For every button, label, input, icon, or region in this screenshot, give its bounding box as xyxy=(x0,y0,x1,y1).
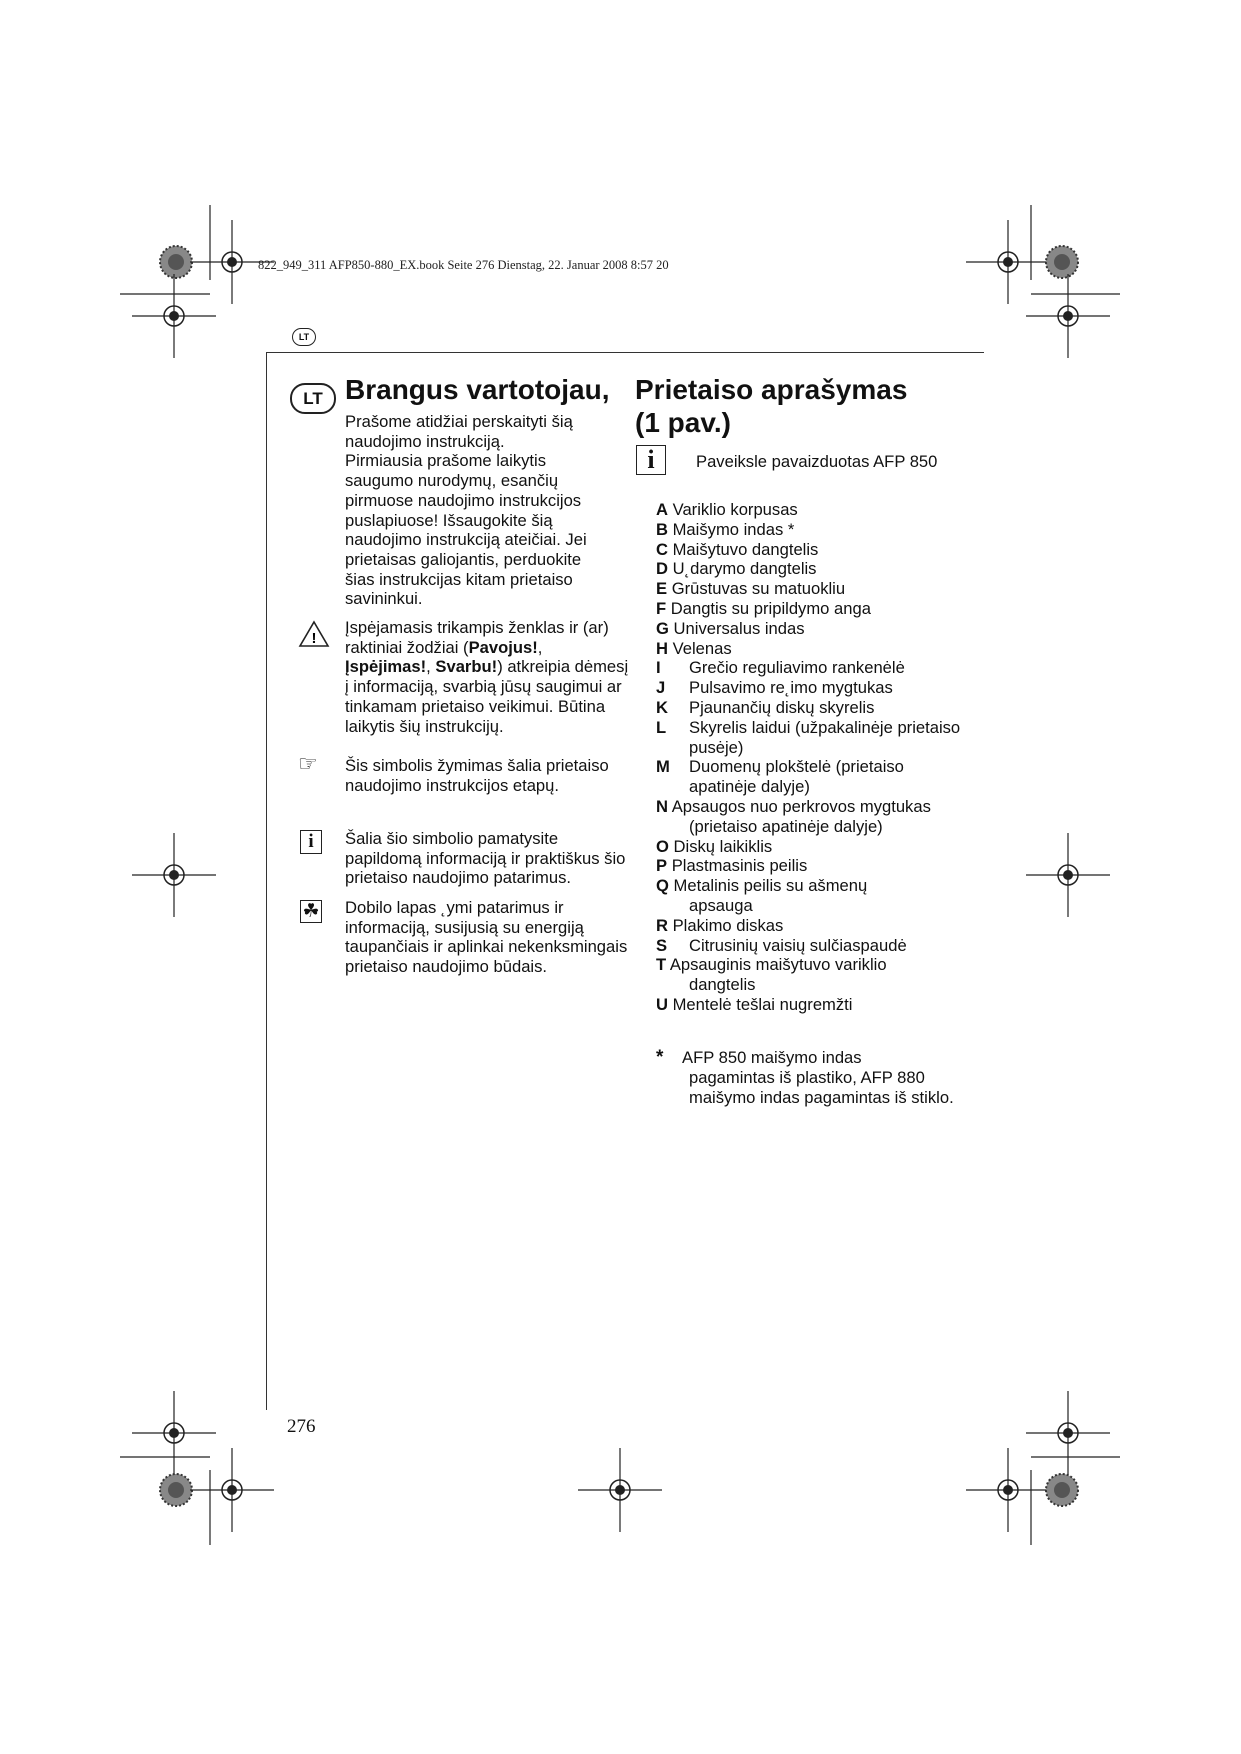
legend-key: U xyxy=(656,994,668,1014)
crosshair-mark xyxy=(966,1448,1050,1532)
legend-text: Dangtis su pripildymo anga xyxy=(670,598,871,618)
legend-text-continued: apsauga xyxy=(689,895,753,915)
info-note-text: Šalia šio simbolio pamatysite papildomą informaciją ir praktiškus šio prietaiso naudojimo patarimus. xyxy=(345,829,626,888)
legend-text: Variklio korpusas xyxy=(672,500,798,519)
legend-item xyxy=(656,579,986,599)
legend-item xyxy=(656,698,889,718)
legend-item xyxy=(656,678,986,698)
legend-key: B xyxy=(656,519,668,539)
step-note-text: Šis simbolis žymimas šalia prietaiso naudojimo instrukcijos etapų. xyxy=(345,756,609,795)
legend-text: U˛darymo dangtelis xyxy=(672,559,817,579)
legend-key: R xyxy=(656,915,668,935)
legend-text: Apsaugos nuo perkrovos mygtukas xyxy=(671,796,931,816)
intro-line: naudojimo instrukciją. xyxy=(345,431,505,451)
warning-text: ) atkreipia dėmesį į informaciją, svarbią jūsų saugimui ar tinkamam prietaiso veikimui. Būtina laikytis šių instrukcijų. xyxy=(345,657,629,736)
pointing-hand-icon: ☞ xyxy=(298,752,318,777)
legend-key: J xyxy=(656,678,666,698)
intro-line: pirmuose naudojimo instrukcijos xyxy=(345,490,582,510)
legend-text: Pjaunančių diskų skyrelis xyxy=(689,697,875,717)
crosshair-mark xyxy=(190,1448,274,1532)
legend-item xyxy=(656,540,986,560)
description-title-line: (1 pav.) xyxy=(635,407,731,438)
rosette-mark-top-left xyxy=(160,246,192,278)
footnote-text: AFP 850 maišymo indas xyxy=(682,1048,862,1067)
info-icon: i xyxy=(636,445,666,475)
print-header: 822_949_311 AFP850-880_EX.book Seite 276 Dienstag, 22. Januar 2008 8:57 20 xyxy=(258,258,669,272)
legend-text: Universalus indas xyxy=(673,618,805,638)
eco-note-text: Dobilo lapas ˛ymi patarimus ir informaciją, susijusią su energiją taupančiais ir aplinkai nekenksmingais prietaiso naudojimo būdais. xyxy=(345,898,628,977)
legend-key: O xyxy=(656,836,669,856)
legend-key: S xyxy=(656,935,668,955)
figure-note: Paveikslе pavaizduotas AFP 850 xyxy=(696,452,938,471)
legend-item xyxy=(656,955,986,995)
legend-text: Diskų laikiklis xyxy=(673,836,773,856)
legend-text-continued: (prietaiso apatinėje dalyje) xyxy=(689,816,883,836)
legend-text: Metalinis peilis su ašmenų xyxy=(673,876,868,896)
legend-key: Q xyxy=(656,876,669,896)
legend-text: Maišytuvo dangtelis xyxy=(672,539,819,559)
crosshair-mark xyxy=(1026,833,1110,917)
warning-triangle-icon xyxy=(298,620,330,648)
legend-item xyxy=(656,856,986,876)
legend-item xyxy=(656,559,986,579)
legend-key: E xyxy=(656,579,668,599)
crosshair-mark xyxy=(1026,274,1110,358)
top-rule xyxy=(266,352,984,353)
description-title-line: Prietaiso aprašymas xyxy=(635,374,908,405)
legend-text: Pulsavimo re˛imo mygtukas xyxy=(689,678,893,698)
legend-item xyxy=(656,599,986,619)
description-section xyxy=(635,373,965,439)
crosshair-mark xyxy=(1026,1391,1110,1475)
clover-icon: ☘ xyxy=(300,900,322,923)
legend-text: Velenas xyxy=(672,638,732,658)
description-title xyxy=(635,373,965,439)
legend-text-continued: dangtelis xyxy=(689,975,756,995)
intro-line: savininkui. xyxy=(345,589,423,609)
legend-item xyxy=(656,936,986,956)
legend-text: Apsauginis maišytuvo variklio xyxy=(669,955,887,975)
legend-item xyxy=(656,837,986,857)
page-number: 276 xyxy=(287,1416,316,1437)
legend-item xyxy=(656,876,986,916)
warning-text: Įspėjamasis trikampis ženklas ir (ar) raktiniai žodžiai ( xyxy=(345,618,609,657)
legend-item xyxy=(656,520,986,540)
legend-item xyxy=(656,757,974,797)
intro-line: saugumo nurodymų, esančių xyxy=(345,471,559,491)
legend-text: Duomenų plokštelė (prietaiso apatinėje dalyje) xyxy=(689,757,904,797)
legend-item xyxy=(656,639,986,659)
eco-note xyxy=(345,898,630,977)
legend-key: D xyxy=(656,559,668,579)
info-note xyxy=(345,829,630,888)
intro-text xyxy=(345,412,630,609)
legend-text: Maišymo indas * xyxy=(672,519,795,539)
step-note xyxy=(345,756,630,795)
parts-legend xyxy=(656,500,986,1015)
crosshair-mark xyxy=(578,1448,662,1532)
intro-title: Brangus vartotojau, xyxy=(345,374,610,405)
footnote-text-continued: pagamintas iš plastiko, AFP 880 maišymo indas pagamintas iš stiklo. xyxy=(689,1067,954,1107)
rosette-mark-top-right xyxy=(1046,246,1078,278)
legend-text: Mentelė tešlai nugremžti xyxy=(672,994,853,1014)
legend-text: Skyrelis laidui (užpakalinėje prietaiso pusėje) xyxy=(689,717,961,757)
legend-key: I xyxy=(656,658,661,678)
language-badge: LT xyxy=(290,383,336,414)
intro-line: šias instrukcijas kitam prietaiso xyxy=(345,569,573,589)
legend-text: Grūstuvas su matuokliu xyxy=(671,579,846,599)
crosshair-mark xyxy=(966,220,1050,304)
intro-line: Pirmiausia prašome laikytis xyxy=(345,451,547,471)
legend-item xyxy=(656,658,986,678)
intro-section xyxy=(345,373,630,609)
warning-note xyxy=(345,618,630,736)
left-rule xyxy=(266,352,267,1410)
info-icon: i xyxy=(300,830,322,854)
rosette-mark-bottom-left xyxy=(160,1474,192,1506)
legend-item xyxy=(656,995,986,1015)
footnote xyxy=(656,1048,976,1107)
legend-item xyxy=(656,619,986,639)
language-badge-small: LT xyxy=(292,328,316,346)
legend-text: Citrusinių vaisių sulčiaspaudė xyxy=(689,935,907,955)
legend-key: T xyxy=(656,955,667,975)
legend-item xyxy=(656,797,986,837)
separator: , xyxy=(537,637,543,657)
separator: , xyxy=(426,657,436,677)
keyword-warning: Įspėjimas! xyxy=(345,657,427,677)
intro-line: prietaisas galiojantis, perduokite xyxy=(345,549,582,569)
legend-text: Plastmasinis peilis xyxy=(671,856,808,876)
keyword-danger: Pavojus! xyxy=(468,637,538,657)
legend-text: Plakimo diskas xyxy=(672,915,784,935)
legend-key: N xyxy=(656,796,668,816)
crosshair-mark xyxy=(132,833,216,917)
legend-key: A xyxy=(656,500,668,519)
legend-key: K xyxy=(656,697,668,717)
legend-key: L xyxy=(656,717,667,737)
legend-item xyxy=(656,718,969,758)
footnote-mark: * xyxy=(656,1047,664,1068)
legend-key: G xyxy=(656,618,669,638)
legend-item xyxy=(656,500,986,520)
keyword-important: Svarbu! xyxy=(435,657,498,677)
legend-item xyxy=(656,916,986,936)
crosshair-mark xyxy=(132,274,216,358)
intro-line: Prašome atidžiai perskaityti šią xyxy=(345,412,573,431)
legend-key: P xyxy=(656,856,668,876)
crosshair-mark xyxy=(132,1391,216,1475)
legend-key: C xyxy=(656,539,668,559)
legend-key: M xyxy=(656,757,670,777)
intro-line: puslapiuose! Išsaugokite šią xyxy=(345,510,553,530)
legend-key: H xyxy=(656,638,668,658)
rosette-mark-bottom-right xyxy=(1046,1474,1078,1506)
svg-text:!: ! xyxy=(311,630,317,647)
intro-line: naudojimo instrukciją ateičiai. Jei xyxy=(345,530,587,550)
legend-key: F xyxy=(656,598,667,618)
legend-text: Grečio reguliavimo rankenėlė xyxy=(689,658,905,678)
